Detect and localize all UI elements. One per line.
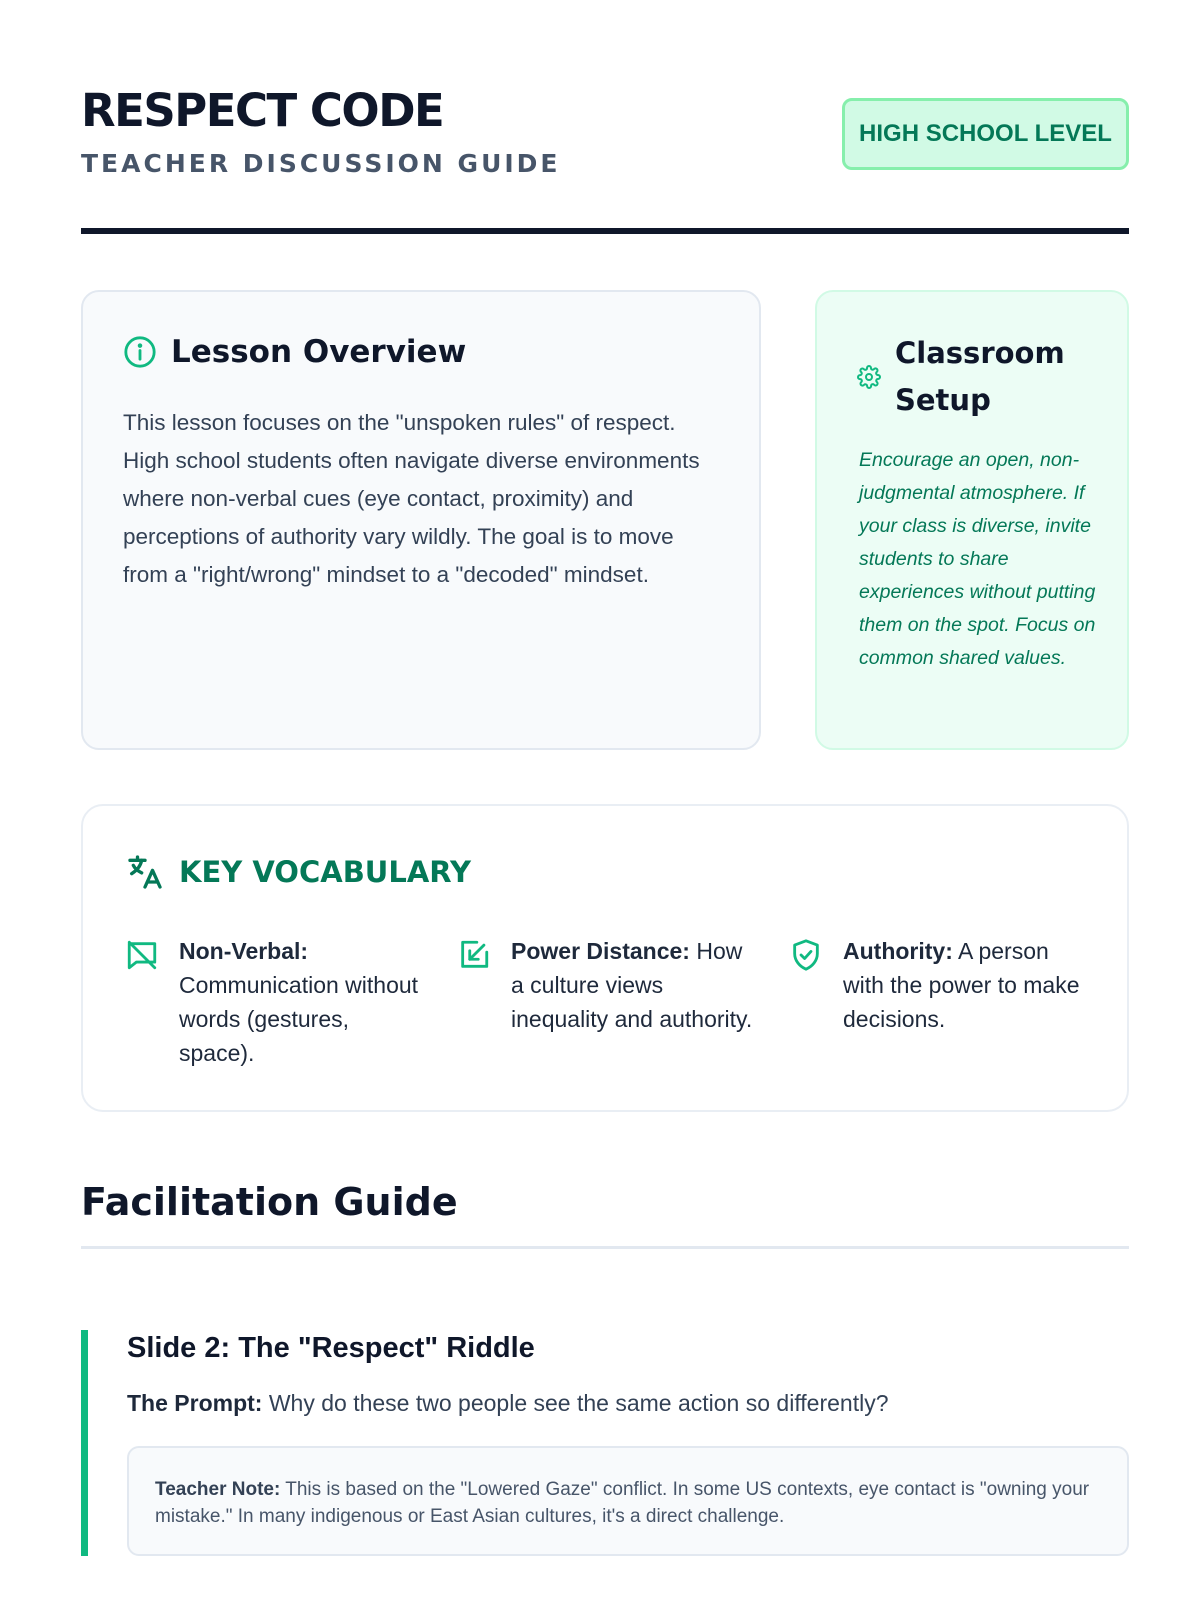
lesson-overview-card — [81, 290, 761, 750]
prompt-label: The Prompt: — [127, 1390, 263, 1416]
page-title: RESPECT CODE — [81, 84, 444, 137]
message-off-icon — [125, 938, 159, 972]
arrow-down-left-box-icon — [457, 938, 491, 972]
classroom-setup-body: Encourage an open, non-judgmental atmosphere. If your class is diverse, invite students to share experiences without putting them on the spot. Focus on common shared values. — [859, 449, 1096, 669]
prompt-text: Why do these two people see the same action so differently? — [268, 1390, 889, 1416]
facilitation-guide-title: Facilitation Guide — [81, 1180, 458, 1224]
vocab-term-label: Authority: — [843, 938, 953, 964]
teacher-note — [127, 1446, 1129, 1556]
slide-title: Slide 2: The "Respect" Riddle — [127, 1332, 535, 1364]
key-vocabulary-card — [81, 804, 1129, 1112]
info-icon — [123, 335, 157, 369]
gear-icon — [857, 365, 881, 389]
slide-discussion-block — [81, 1330, 1129, 1556]
lesson-overview-heading — [123, 334, 466, 370]
teacher-note-text: This is based on the "Lowered Gaze" conflict. In some US contexts, eye contact is "owning your mistake." In many indigenous or East Asian cultures, it's a direct challenge. — [155, 1479, 1090, 1527]
vocab-term-definition: Communication without words (gestures, space). — [179, 972, 419, 1066]
page-subtitle: TEACHER DISCUSSION GUIDE — [81, 149, 561, 178]
level-badge: HIGH SCHOOL LEVEL — [842, 98, 1129, 170]
header-divider — [81, 228, 1129, 234]
vocab-term-label: Non-Verbal: — [179, 938, 309, 964]
vocab-term-authority — [789, 934, 1089, 1036]
page-header — [81, 84, 1129, 184]
facilitation-divider — [81, 1246, 1129, 1249]
shield-check-icon — [789, 938, 823, 972]
vocab-term-definition: A person with the power to make decisions. — [843, 938, 1080, 1032]
vocab-term-non-verbal — [125, 934, 425, 1070]
vocab-term-label: Power Distance: — [511, 938, 690, 964]
vocab-term-definition: How a culture views inequality and authority. — [511, 938, 753, 1032]
classroom-setup-card — [815, 290, 1129, 750]
slide-prompt — [127, 1390, 889, 1417]
key-vocabulary-title: KEY VOCABULARY — [179, 855, 472, 889]
lesson-overview-body: This lesson focuses on the "unspoken rules" of respect. High school students often navigate diverse environments where non-verbal cues (eye contact, proximity) and perceptions of authority vary wildly. The goal is to move from a "right/wrong" mindset to a "decoded" mindset. — [123, 410, 700, 587]
vocab-term-power-distance — [457, 934, 757, 1036]
translate-icon — [125, 852, 165, 892]
lesson-overview-title: Lesson Overview — [171, 334, 467, 370]
teacher-note-label: Teacher Note: — [155, 1479, 281, 1500]
classroom-setup-heading — [857, 330, 1105, 424]
classroom-setup-title: Classroom Setup — [895, 336, 1065, 417]
key-vocabulary-heading — [125, 852, 471, 892]
